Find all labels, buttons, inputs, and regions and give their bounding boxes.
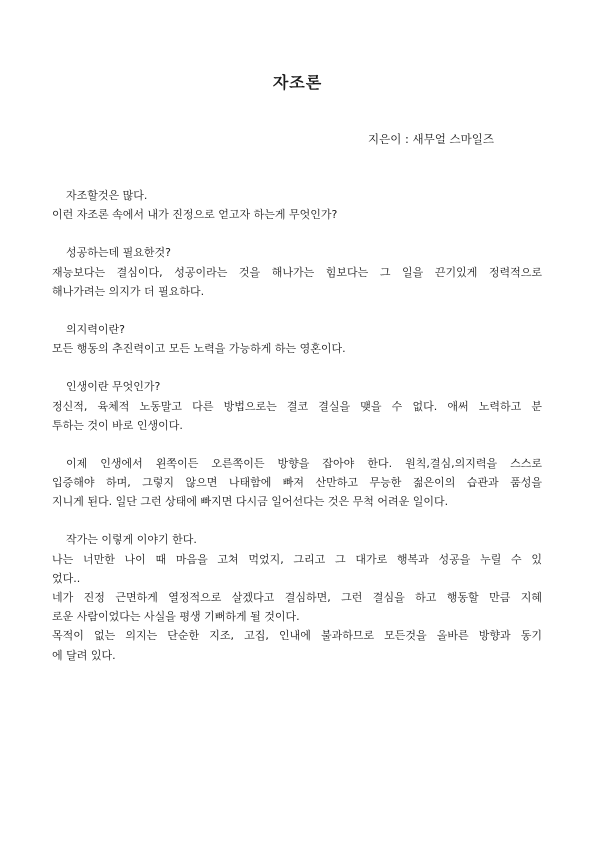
paragraph-line: 투하는 것이 바로 인생이다. bbox=[52, 418, 183, 432]
paragraph-line: 해나가려는 의지가 더 필요하다. bbox=[52, 284, 205, 298]
section-heading: 의지력이란? bbox=[66, 322, 125, 336]
section-5 bbox=[52, 454, 542, 512]
paragraph-line: 로운 사람이었다는 사실을 평생 기뻐하게 될 것이다. bbox=[52, 610, 300, 624]
paragraph-line: 목적이 없는 의지는 단순한 지조, 고집, 인내에 불과하므로 모든것을 올바른 방향과 동기 bbox=[52, 629, 542, 643]
paragraph-line: 모든 행동의 추진력이고 모든 노력을 가능하게 하는 영혼이다. bbox=[52, 342, 346, 356]
section-heading: 성공하는데 필요한것? bbox=[66, 246, 171, 260]
author-line: 지은이 : 새무얼 스마일즈 bbox=[368, 132, 494, 146]
paragraph-line: 재능보다는 결심이다, 성공이라는 것을 해나가는 힘보다는 그 일을 끈기있게 정력적으로 bbox=[52, 265, 542, 279]
section-heading: 작가는 이렇게 이야기 한다. bbox=[66, 533, 197, 547]
paragraph-line: 네가 진정 근면하게 열정적으로 살겠다고 결심하면, 그런 결심을 하고 행동할 만큼 지혜 bbox=[52, 591, 542, 604]
paragraph-line: 지니게 된다. 일단 그런 상태에 빠지면 다시금 일어선다는 것은 무척 어려운 일이다. bbox=[52, 495, 449, 509]
paragraph-line: 었다.. bbox=[52, 571, 81, 585]
paragraph-line: 에 달려 있다. bbox=[52, 648, 116, 662]
paragraph-line: 이런 자조론 속에서 내가 진정으로 얻고자 하는게 무엇인가? bbox=[52, 208, 338, 222]
section-6 bbox=[52, 530, 542, 664]
document-title: 자조론 bbox=[272, 73, 323, 92]
section-2 bbox=[52, 243, 542, 301]
section-1 bbox=[52, 186, 542, 224]
section-heading: 인생이란 무엇인가? bbox=[66, 380, 161, 394]
section-heading: 자조할것은 많다. bbox=[66, 189, 148, 202]
paragraph-line: 정신적, 육체적 노동말고 다른 방법으로는 결코 결실을 맺을 수 없다. 애써 노력하고 분 bbox=[52, 399, 542, 413]
document-body bbox=[52, 186, 542, 684]
paragraph-line: 나는 너만한 나이 때 마음을 고쳐 먹었지, 그리고 그 대가로 행복과 성공을 누릴 수 있 bbox=[52, 552, 542, 566]
paragraph-line: 이제 인생에서 왼쪽이든 오른쪽이든 방향을 잡아야 한다. 원칙,결심,의지력을 스스로 bbox=[66, 456, 542, 470]
section-3 bbox=[52, 320, 542, 358]
paragraph-line: 입증해야 하며, 그렇지 않으면 나태함에 빠져 산만하고 무능한 젊은이의 습관과 품성을 bbox=[52, 476, 542, 490]
section-4 bbox=[52, 377, 542, 435]
